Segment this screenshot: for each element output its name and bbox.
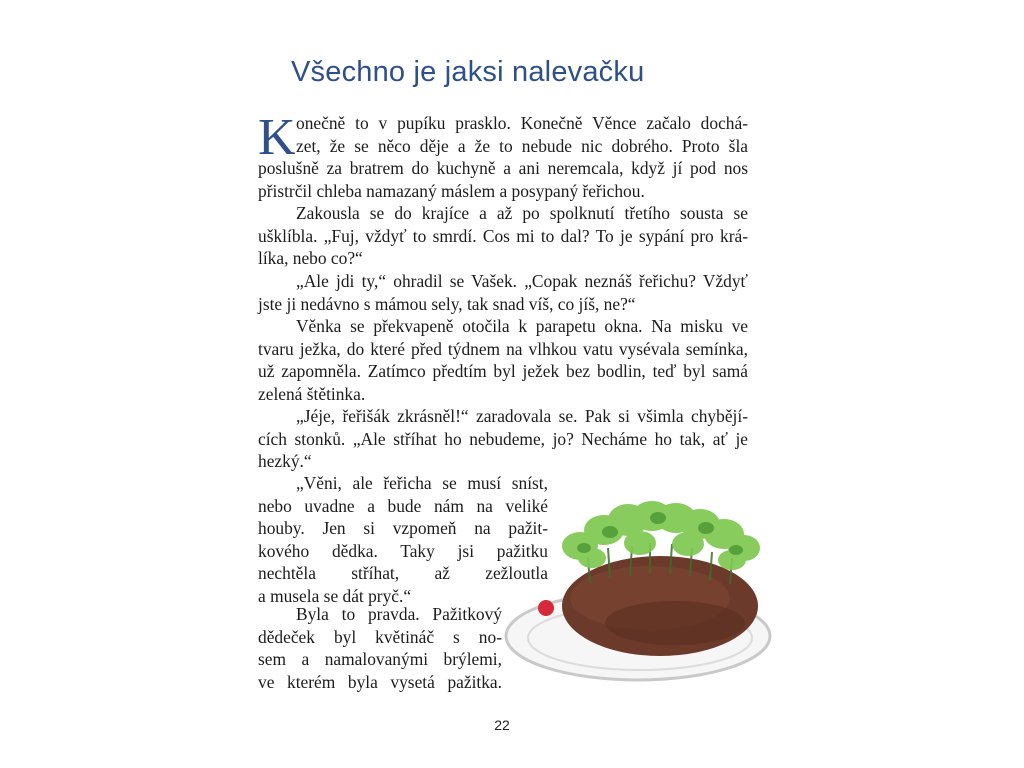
text-line: tvaru ježka, do které před týdnem na vlhkou vatu vysévala semínka, xyxy=(258,338,748,359)
text-line: „Jéje, řeřišák zkrásněl!“ zaradovala se. Pak si všimla chybějí- xyxy=(296,406,748,426)
text-line: a musela se dát pryč.“ xyxy=(258,585,412,606)
text-line: cích stonků. „Ale stříhat ho nebudeme, jo? Necháme ho tak, ať je xyxy=(258,428,748,449)
text-line: onečně to v pupíku prasklo. Konečně Věnce začalo dochá- xyxy=(296,113,748,133)
text-line: nebo uvadne a bude nám na veliké xyxy=(258,495,548,516)
text-line: dědeček byl květináč s no- xyxy=(258,626,502,647)
text-line: jste ji nedávno s mámou sely, tak snad víš, co jíš, ne?“ xyxy=(258,293,636,314)
text-line: poslušně za bratrem do kuchyně a ani neremcala, když jí pod nos xyxy=(258,158,748,179)
hedgehog-cress-illustration xyxy=(500,488,780,703)
page-number: 22 xyxy=(494,717,510,733)
text-line: nechtěla stříhat, až zežloutla xyxy=(258,563,548,584)
text-line: líka, nebo co?“ xyxy=(258,248,363,269)
text-line: hezký.“ xyxy=(258,451,312,472)
paragraph-3 xyxy=(258,270,748,315)
text-line: „Věni, ale řeřicha se musí sníst, xyxy=(296,473,548,493)
drop-cap: K xyxy=(258,109,296,166)
paragraph-7 xyxy=(258,603,502,693)
text-line: Věnka se překvapeně otočila k parapetu okna. Na misku ve xyxy=(296,316,748,336)
paragraph-1 xyxy=(258,109,748,202)
text-line: zet, že se něco děje a že to nebude nic dobrého. Proto šla xyxy=(296,135,748,156)
chapter-heading: Všechno je jaksi nalevačku xyxy=(291,56,645,88)
text-line: už zapomněla. Zatímco předtím byl ježek bez bodlin, teď byl samá xyxy=(258,361,748,382)
text-line: houby. Jen si vzpomeň na pažit- xyxy=(258,518,548,539)
paragraph-2 xyxy=(258,202,748,270)
text-line: ve kterém byla vysetá pažitka. xyxy=(258,671,502,692)
text-line: ušklíbla. „Fuj, vždyť to smrdí. Cos mi to dal? To je sypání pro krá- xyxy=(258,225,748,246)
text-line: zelená štětinka. xyxy=(258,383,366,404)
text-line: „Ale jdi ty,“ ohradil se Vašek. „Copak neznáš řeřichu? Vždyť xyxy=(296,271,748,291)
text-line: Zakousla se do krajíce a až po spolknutí třetího sousta se xyxy=(296,203,748,223)
hedgehog-nose xyxy=(538,600,554,616)
paragraph-4 xyxy=(258,315,748,405)
paragraph-5 xyxy=(258,405,748,473)
text-line: Byla to pravda. Pažitkový xyxy=(296,604,502,624)
text-line: kového dědka. Taky jsi pažitku xyxy=(258,540,548,561)
text-line: sem a namalovanými brýlemi, xyxy=(258,649,502,670)
text-line: přistrčil chleba namazaný máslem a posypaný řeřichou. xyxy=(258,180,645,201)
